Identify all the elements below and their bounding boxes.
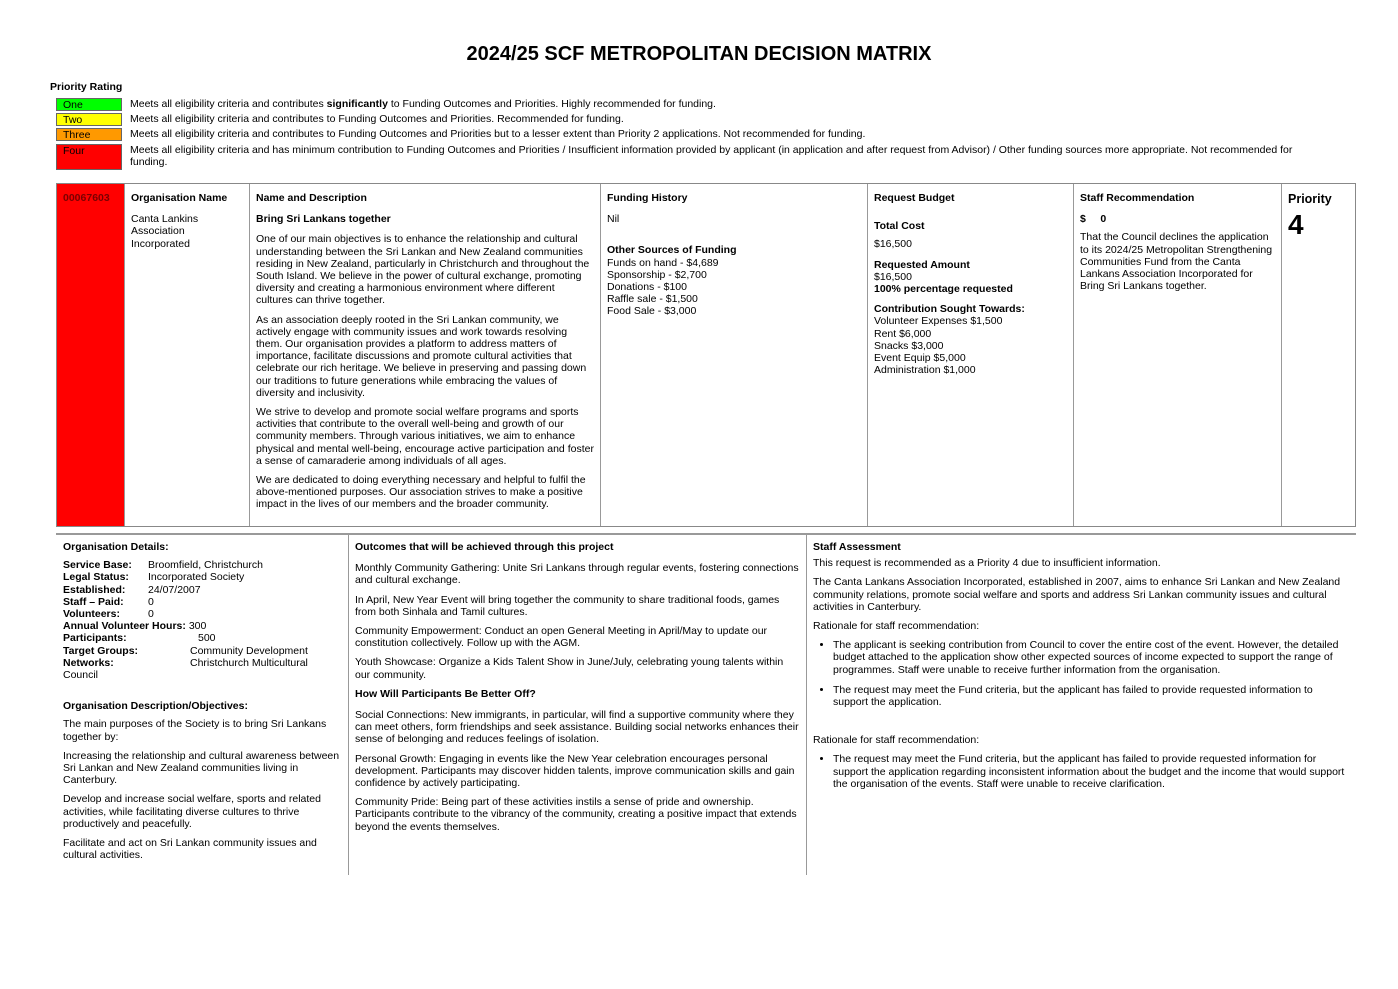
funding-history-header: Funding History bbox=[607, 192, 688, 204]
rationale-label: Rationale for staff recommendation: bbox=[813, 620, 980, 633]
description-cell bbox=[250, 184, 601, 526]
staff-recommendation-text: That the Council declines the application to its 2024/25 Metropolitan Strengthening Communities Fund from the Canta Lankans Association Incorporated for Bring Sri Lankans together. bbox=[1080, 231, 1273, 293]
other-source-item: Raffle sale - $1,500 bbox=[607, 293, 698, 306]
priority-text-bold: significantly bbox=[326, 98, 388, 110]
detail-service-base bbox=[63, 559, 342, 571]
detail-participants bbox=[63, 632, 342, 644]
staff-recommendation-header: Staff Recommendation bbox=[1080, 192, 1195, 204]
contribution-item: Snacks $3,000 bbox=[874, 339, 944, 352]
priority-swatch-four: Four bbox=[56, 144, 122, 170]
priority-swatch-one: One bbox=[56, 98, 122, 111]
detail-value: Broomfield, Christchurch bbox=[148, 559, 263, 572]
staff-recommendation-amount: $ 0 bbox=[1080, 213, 1107, 226]
objectives-header: Organisation Description/Objectives: bbox=[63, 700, 248, 713]
rationale-list bbox=[813, 753, 1350, 790]
description-paragraph: As an association deeply rooted in the Sri Lankan community, we actively engage with community issues and work towards resolving them. Our organisation provides a platform to address matters of importance, facilitate discussions and promote cultural activities that celebrate our rich heritage. We believe in preserving and passing down our traditions to future generations while embracing the values of diversity and inclusivity. bbox=[256, 313, 587, 399]
other-source-item: Funds on hand - $4,689 bbox=[607, 256, 719, 269]
detail-label: Participants: bbox=[63, 632, 127, 645]
funding-history-cell bbox=[601, 184, 868, 526]
detail-volunteer-hours bbox=[63, 620, 342, 632]
request-budget-cell bbox=[868, 184, 1074, 526]
detail-value: 24/07/2007 bbox=[148, 583, 201, 596]
detail-value: Christchurch Multicultural bbox=[190, 656, 308, 669]
other-source-item: Sponsorship - $2,700 bbox=[607, 268, 707, 281]
detail-networks-continued: Council bbox=[63, 669, 99, 682]
application-table bbox=[56, 183, 1356, 527]
contribution-label: Contribution Sought Towards: bbox=[874, 303, 1025, 316]
contribution-item: Rent $6,000 bbox=[874, 327, 932, 340]
organisation-name: Canta Lankins Association Incorporated bbox=[131, 213, 199, 250]
better-off-item: Social Connections: New immigrants, in particular, will find a supportive community where they can meet others, form friendships and seek assistance. Building social networks enhances their sense of belonging and reduces feelings of isolation. bbox=[355, 709, 799, 746]
organisation-details-section bbox=[57, 535, 348, 875]
priority-rating-heading: Priority Rating bbox=[50, 81, 123, 93]
assessment-background: The Canta Lankans Association Incorporated, established in 2007, aims to enhance Sri Lankan and New Zealand community relations, promote social welfare and sports and address Sri Lankan community issues and cultural activities in Canterbury. bbox=[813, 576, 1341, 613]
detail-volunteers bbox=[63, 608, 342, 620]
detail-value: 300 bbox=[188, 620, 207, 633]
staff-recommendation-cell bbox=[1074, 184, 1282, 526]
outcome-item: Youth Showcase: Organize a Kids Talent Show in June/July, celebrating young talents within our community. bbox=[355, 656, 784, 681]
contribution-item: Volunteer Expenses $1,500 bbox=[874, 315, 1003, 328]
total-cost-label: Total Cost bbox=[874, 220, 925, 233]
contribution-item: Event Equip $5,000 bbox=[874, 352, 966, 365]
priority-text-post: to Funding Outcomes and Priorities. Highly recommended for funding. bbox=[387, 98, 716, 110]
rationale-bullet: • The request may meet the Fund criteria, but the applicant has failed to provide requested information for support the application regarding inconsistent information about the budget and the income that would support the organisation of the events. Staff were unable to receive clarification. bbox=[833, 753, 1350, 790]
priority-header: Priority bbox=[1288, 192, 1332, 206]
priority-legend-text: Meets all eligibility criteria and contributes to Funding Outcomes and Priorities. Recommended for funding. bbox=[130, 113, 624, 125]
funding-history-value: Nil bbox=[607, 213, 620, 226]
outcome-item: Monthly Community Gathering: Unite Sri Lankans through regular events, fostering connections and cultural exchange. bbox=[355, 562, 799, 587]
application-id: 00067603 bbox=[63, 192, 110, 204]
outcomes-section bbox=[349, 535, 806, 875]
detail-value: Community Development bbox=[190, 644, 308, 657]
other-source-item: Food Sale - $3,000 bbox=[607, 305, 697, 318]
objective-paragraph: Increasing the relationship and cultural awareness between Sri Lankan and New Zealand communities living in Canterbury. bbox=[63, 749, 340, 787]
priority-legend-text bbox=[130, 98, 1316, 110]
detail-label: Service Base: bbox=[63, 559, 132, 572]
project-name: Bring Sri Lankans together bbox=[256, 213, 391, 226]
priority-text-pre: Meets all eligibility criteria and contributes bbox=[130, 98, 327, 110]
detail-label: Target Groups: bbox=[63, 644, 139, 657]
contribution-item: Administration $1,000 bbox=[874, 364, 976, 377]
detail-label: Legal Status: bbox=[63, 571, 129, 584]
objective-paragraph: The main purposes of the Society is to bring Sri Lankans together by: bbox=[63, 718, 327, 743]
page-title: 2024/25 SCF METROPOLITAN DECISION MATRIX bbox=[466, 43, 932, 65]
detail-label: Established: bbox=[63, 583, 126, 596]
organisation-details-header: Organisation Details: bbox=[63, 541, 169, 553]
detail-established bbox=[63, 584, 342, 596]
detail-label: Volunteers: bbox=[63, 608, 120, 621]
priority-swatch-three: Three bbox=[56, 128, 122, 141]
objective-paragraph: Develop and increase social welfare, sports and related activities, while facilitating diverse cultures to thrive productively and peacefully. bbox=[63, 793, 321, 830]
better-off-header: How Will Participants Be Better Off? bbox=[355, 687, 536, 700]
staff-assessment-header: Staff Assessment bbox=[813, 541, 901, 553]
other-source-item: Donations - $100 bbox=[607, 281, 687, 294]
requested-amount-value: $16,500 bbox=[874, 270, 912, 283]
detail-label: Annual Volunteer Hours: bbox=[63, 620, 186, 633]
better-off-item: Personal Growth: Engaging in events like the New Year celebration encourages personal development. Participants may discover hidden talents, improve communication skills and gain confidence by actively participating. bbox=[355, 752, 795, 790]
outcomes-header: Outcomes that will be achieved through this project bbox=[355, 541, 614, 553]
request-budget-header: Request Budget bbox=[874, 192, 955, 204]
detail-value: 500 bbox=[198, 632, 216, 645]
detail-staff-paid bbox=[63, 596, 342, 608]
objective-paragraph: Facilitate and act on Sri Lankan community issues and cultural activities. bbox=[63, 837, 317, 862]
description-paragraph: One of our main objectives is to enhance the relationship and cultural understanding between the Sri Lankan and New Zealand communities residing in New Zealand, particularly in Christchurch and throughout the South Island. We believe in the power of cultural exchange, promoting diversity and creating a harmonious environment where different cultures can thrive together. bbox=[256, 233, 590, 307]
requested-amount-label: Requested Amount bbox=[874, 258, 970, 271]
rationale-bullet: • The request may meet the Fund criteria, but the applicant has failed to provide requested information to support the application. bbox=[833, 684, 1350, 708]
detail-target-groups bbox=[63, 645, 342, 657]
description-header: Name and Description bbox=[256, 192, 367, 204]
outcome-item: Community Empowerment: Conduct an open General Meeting in April/May to update our constitution collectively. Follow up with the AGM. bbox=[355, 625, 768, 650]
rationale-list bbox=[813, 639, 1350, 708]
detail-networks bbox=[63, 657, 342, 669]
description-paragraph: We strive to develop and promote social welfare programs and sports activities that contribute to the overall well-being and growth of our community members. Through various initiatives, we aim to enhance physical and mental well-being, encourage active participation and foster a sense of camaraderie among individuals of all ages. bbox=[256, 406, 594, 467]
description-paragraph: We are dedicated to doing everything necessary and helpful to fulfil the above-mentioned purposes. Our association strives to make a positive impact in the lives of our members and the broader community. bbox=[256, 474, 586, 511]
priority-legend-text: Meets all eligibility criteria and has minimum contribution to Funding Outcomes and Priorities / Insufficient information provided by applicant (in application and after request from Advisor) / Other funding sources more appropriate. Not recommended for funding. bbox=[130, 144, 1293, 168]
detail-value: 0 bbox=[148, 608, 154, 621]
detail-legal-status bbox=[63, 571, 342, 583]
rationale-label: Rationale for staff recommendation: bbox=[813, 734, 980, 747]
rationale-bullet: • The applicant is seeking contribution from Council to cover the entire cost of the event. However, the detailed budget attached to the application show other expected sources of income expected to support the range of programmes. Staff were unable to receive further information from the organisation. bbox=[833, 639, 1350, 676]
other-sources-header: Other Sources of Funding bbox=[607, 244, 737, 257]
staff-assessment-section bbox=[807, 535, 1356, 875]
organisation-name-cell bbox=[125, 184, 250, 526]
detail-value: 0 bbox=[148, 595, 154, 608]
outcome-item: In April, New Year Event will bring together the community to share traditional foods, games from both Sinhala and Tamil cultures. bbox=[355, 593, 780, 618]
detail-label: Staff – Paid: bbox=[63, 595, 124, 608]
priority-value: 4 bbox=[1288, 209, 1304, 240]
total-cost-value: $16,500 bbox=[874, 238, 912, 251]
percentage-requested: 100% percentage requested bbox=[874, 283, 1013, 296]
detail-value: Incorporated Society bbox=[148, 571, 245, 584]
assessment-summary: This request is recommended as a Priority 4 due to insufficient information. bbox=[813, 557, 1161, 570]
application-id-cell bbox=[57, 184, 125, 526]
priority-cell bbox=[1282, 184, 1357, 526]
priority-swatch-two: Two bbox=[56, 113, 122, 126]
better-off-item: Community Pride: Being part of these activities instils a sense of pride and ownership. Participants contribute to the vibrancy of the community, creating a positive impact that extends beyond the events themselves. bbox=[355, 796, 797, 833]
priority-legend-text: Meets all eligibility criteria and contributes to Funding Outcomes and Priorities but to a lesser extent than Priority 2 applications. Not recommended for funding. bbox=[130, 128, 866, 140]
detail-label: Networks: bbox=[63, 656, 114, 669]
organisation-name-header: Organisation Name bbox=[131, 192, 228, 204]
